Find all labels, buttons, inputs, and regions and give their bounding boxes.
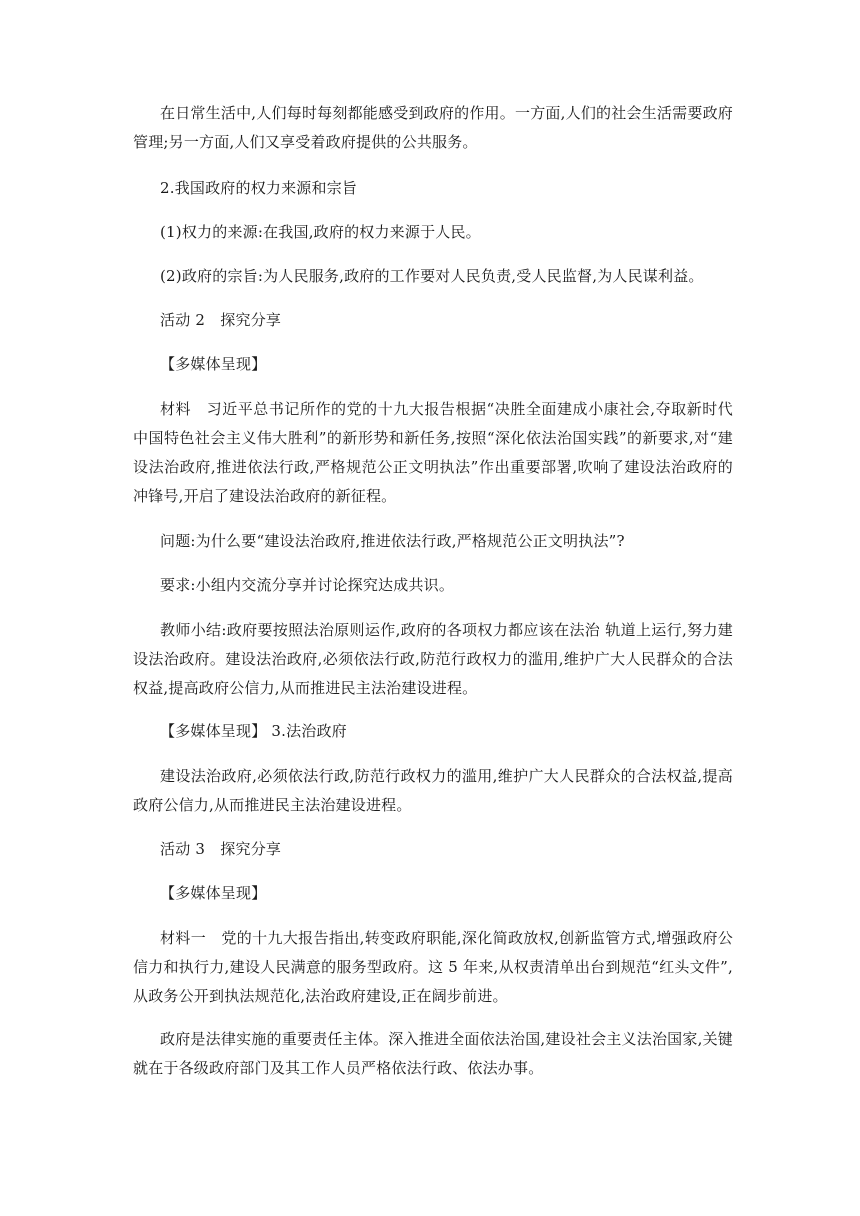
activity-3-heading: 活动 3 探究分享 <box>160 840 282 858</box>
paragraph-government-role: 在日常生活中,人们每时每刻都能感受到政府的作用。一方面,人们的社会生活需要政府管理;另一方面,人们又享受着政府提供的公共服务。 <box>133 104 733 151</box>
paragraph-material-one: 材料一 党的十九大报告指出,转变政府职能,深化简政放权,创新监管方式,增强政府公信力和执行力,建设人民满意的服务型政府。这 5 年来,从权责清单出台到规范“红头文件”,从政务公开到执法规范化,法治政府建设,正在阔步前进。 <box>133 929 733 1005</box>
activity-2-heading: 活动 2 探究分享 <box>160 311 282 329</box>
multimedia-label-2: 【多媒体呈现】 <box>160 884 267 902</box>
paragraph-power-source: (1)权力的来源:在我国,政府的权力来源于人民。 <box>160 223 481 241</box>
paragraph-government-purpose: (2)政府的宗旨:为人民服务,政府的工作要对人民负责,受人民监督,为人民谋利益。 <box>160 267 704 285</box>
heading-power-source-and-purpose: 2.我国政府的权力来源和宗旨 <box>160 179 358 197</box>
paragraph-government-responsibility: 政府是法律实施的重要责任主体。深入推进全面依法治国,建设社会主义法治国家,关键就在于各级政府部门及其工作人员严格依法行政、依法办事。 <box>133 1030 733 1077</box>
paragraph-law-based-government: 建设法治政府,必须依法行政,防范行政权力的滥用,维护广大人民群众的合法权益,提高政府公信力,从而推进民主法治建设进程。 <box>133 767 733 814</box>
paragraph-material: 材料 习近平总书记所作的党的十九大报告根据“决胜全面建成小康社会,夺取新时代中国特色社会主义伟大胜利”的新形势和新任务,按照“深化依法治国实践”的新要求,对“建设法治政府,推进依法行政,严格规范公正文明执法”作出重要部署,吹响了建设法治政府的冲锋号,开启了建设法治政府的新征程。 <box>133 400 733 505</box>
paragraph-question: 问题:为什么要“建设法治政府,推进依法行政,严格规范公正文明执法”? <box>160 532 625 550</box>
paragraph-teacher-summary: 教师小结:政府要按照法治原则运作,政府的各项权力都应该在法治 轨道上运行,努力建设法治政府。建设法治政府,必须依法行政,防范行政权力的滥用,维护广大人民群众的合法权益,提高政府公信力,从而推进民主法治建设进程。 <box>133 621 733 697</box>
heading-law-based-government: 【多媒体呈现】 3.法治政府 <box>160 722 347 740</box>
paragraph-requirement: 要求:小组内交流分享并讨论探究达成共识。 <box>160 576 455 594</box>
multimedia-label: 【多媒体呈现】 <box>160 355 267 373</box>
